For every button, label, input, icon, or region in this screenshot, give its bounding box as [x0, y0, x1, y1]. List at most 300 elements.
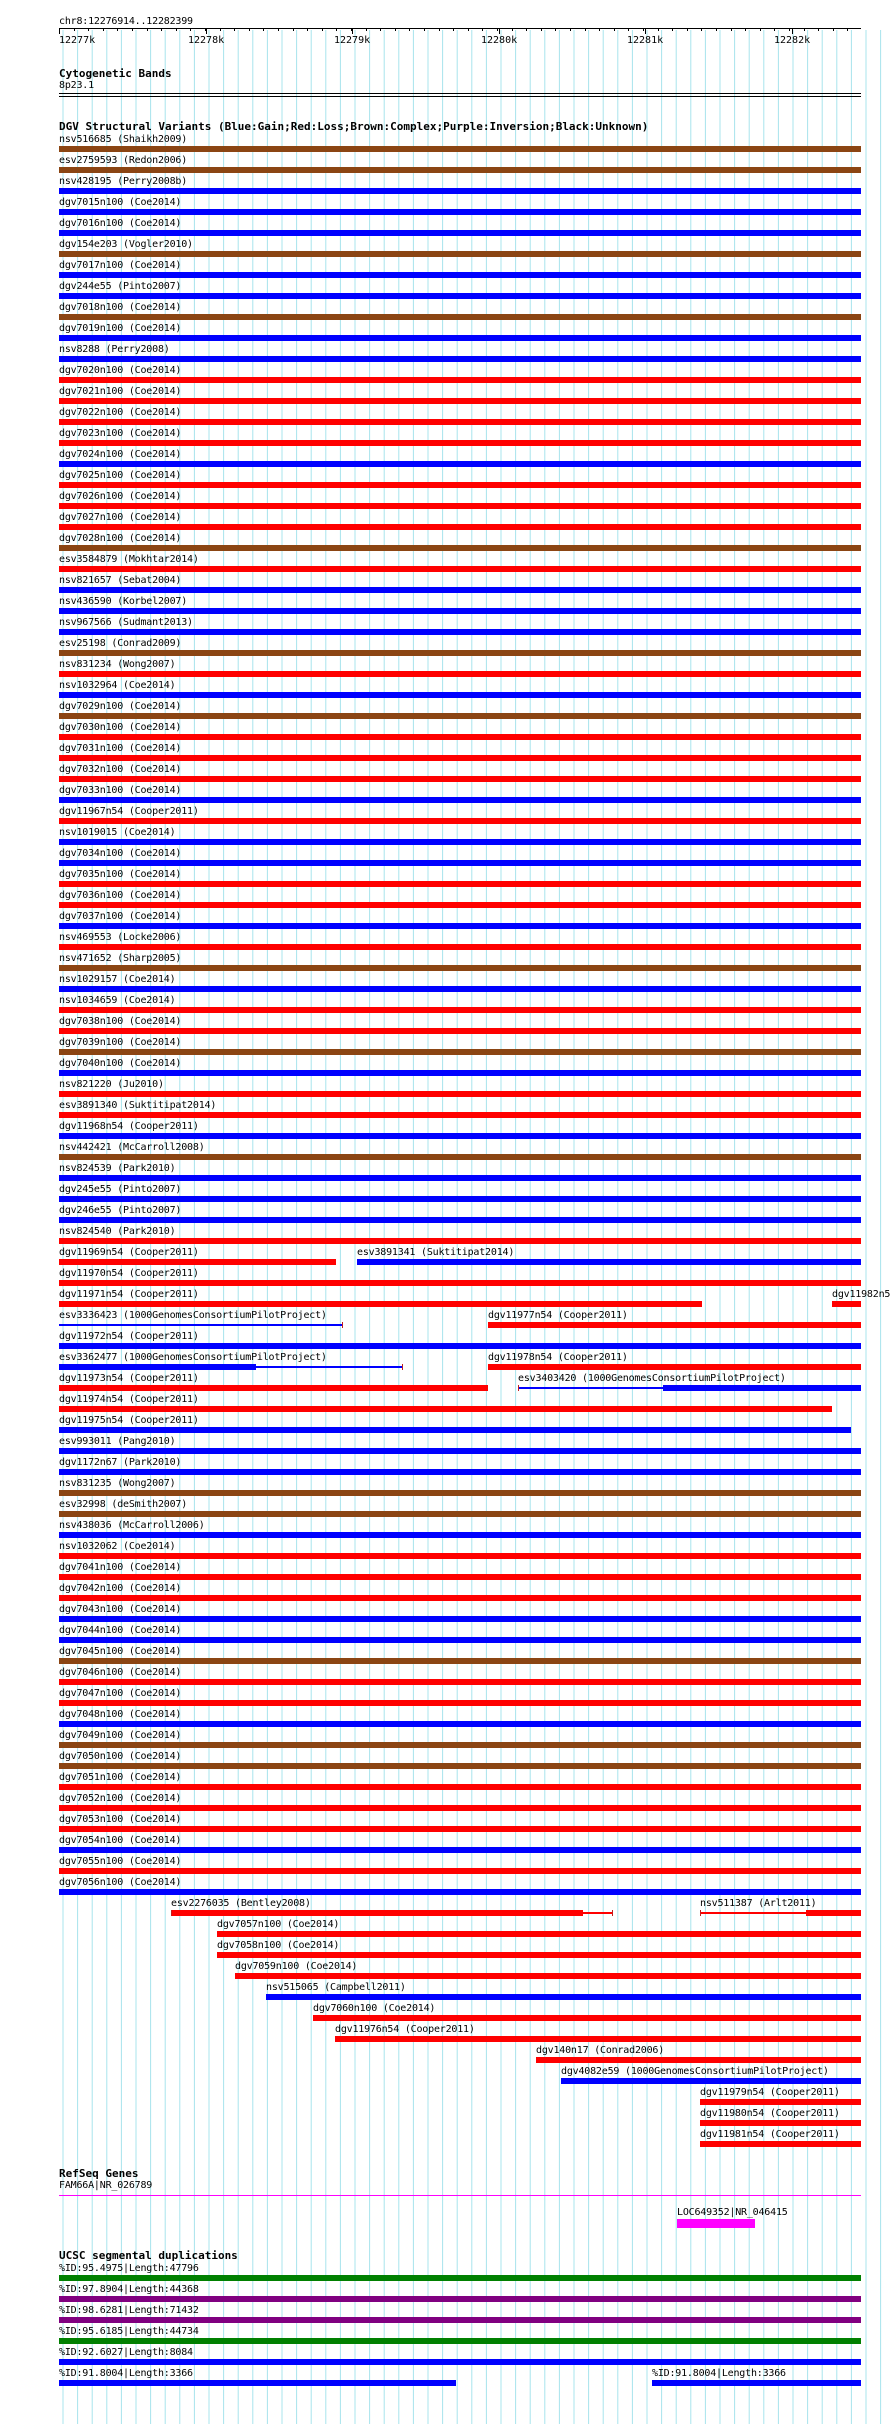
sv-label[interactable]: dgv7016n100 (Coe2014): [59, 218, 182, 229]
sv-bar[interactable]: [59, 1511, 861, 1517]
sv-label[interactable]: nsv1029157 (Coe2014): [59, 974, 176, 985]
ruler-minor-tick: [366, 28, 367, 31]
sv-bar[interactable]: [59, 1469, 861, 1475]
refseq-gene-bar[interactable]: [677, 2219, 755, 2228]
sv-label[interactable]: dgv11977n54 (Cooper2011): [488, 1310, 628, 1321]
sv-bar[interactable]: [59, 209, 861, 215]
sv-bar[interactable]: [59, 797, 861, 803]
sv-bar[interactable]: [700, 2099, 861, 2105]
ruler-minor-tick: [409, 28, 410, 31]
sv-bar[interactable]: [59, 1133, 861, 1139]
sv-bar[interactable]: [59, 188, 861, 194]
breakpoint-tick: [518, 1385, 519, 1391]
sv-label[interactable]: dgv11982n5: [832, 1289, 890, 1300]
ruler-minor-tick: [249, 28, 250, 31]
sv-bar-thin[interactable]: [700, 1912, 806, 1914]
sv-label[interactable]: esv32998 (deSmith2007): [59, 1499, 188, 1510]
ruler-tick-label: 12282k: [774, 35, 811, 46]
ruler-minor-tick: [585, 28, 586, 31]
ruler-tick: [645, 28, 646, 34]
sv-label[interactable]: nsv436590 (Korbel2007): [59, 596, 188, 607]
sv-label[interactable]: dgv11978n54 (Cooper2011): [488, 1352, 628, 1363]
sv-bar[interactable]: [59, 1763, 861, 1769]
sv-label[interactable]: dgv11972n54 (Cooper2011): [59, 1331, 199, 1342]
sv-bar[interactable]: [59, 1805, 861, 1811]
ruler-minor-tick: [847, 28, 848, 31]
sv-bar[interactable]: [59, 650, 861, 656]
sv-bar[interactable]: [59, 503, 861, 509]
sv-bar[interactable]: [59, 629, 861, 635]
sv-label[interactable]: esv3891340 (Suktitipat2014): [59, 1100, 217, 1111]
ruler-minor-tick: [833, 28, 834, 31]
segdup-label[interactable]: %ID:98.6281|Length:71432: [59, 2305, 199, 2316]
sv-label[interactable]: esv993011 (Pang2010): [59, 1436, 176, 1447]
sv-bar[interactable]: [59, 1385, 488, 1391]
refseq-gene-label[interactable]: LOC649352|NR_046415: [677, 2207, 788, 2218]
sv-bar[interactable]: [59, 1721, 861, 1727]
sv-label[interactable]: dgv7034n100 (Coe2014): [59, 848, 182, 859]
sv-label[interactable]: dgv7057n100 (Coe2014): [217, 1919, 340, 1930]
ruler-tick: [792, 28, 793, 34]
sv-bar[interactable]: [59, 1847, 861, 1853]
sv-bar[interactable]: [59, 1700, 861, 1706]
ruler-minor-tick: [424, 28, 425, 31]
sv-bar[interactable]: [59, 293, 861, 299]
sv-label[interactable]: dgv7038n100 (Coe2014): [59, 1016, 182, 1027]
sv-label[interactable]: nsv821220 (Ju2010): [59, 1079, 164, 1090]
ruler-tick-label: 12281k: [627, 35, 664, 46]
sv-bar[interactable]: [59, 398, 861, 404]
ruler-tick-label: 12277k: [59, 35, 96, 46]
sv-bar[interactable]: [59, 440, 861, 446]
sv-label[interactable]: dgv7046n100 (Coe2014): [59, 1667, 182, 1678]
sv-bar[interactable]: [59, 1490, 861, 1496]
sv-bar[interactable]: [59, 1007, 861, 1013]
sv-label[interactable]: dgv7019n100 (Coe2014): [59, 323, 182, 334]
segdup-bar[interactable]: [59, 2317, 861, 2323]
sv-bar[interactable]: [832, 1301, 861, 1307]
sv-label[interactable]: nsv442421 (McCarroll2008): [59, 1142, 205, 1153]
sv-bar[interactable]: [59, 1742, 861, 1748]
sv-label[interactable]: dgv7047n100 (Coe2014): [59, 1688, 182, 1699]
sv-label[interactable]: dgv7024n100 (Coe2014): [59, 449, 182, 460]
sv-label[interactable]: dgv7031n100 (Coe2014): [59, 743, 182, 754]
ruler-minor-tick: [322, 28, 323, 31]
segdup-label[interactable]: %ID:91.8004|Length:3366: [652, 2368, 786, 2379]
sv-label[interactable]: nsv1034659 (Coe2014): [59, 995, 176, 1006]
sv-bar[interactable]: [357, 1259, 861, 1265]
sv-label[interactable]: dgv7048n100 (Coe2014): [59, 1709, 182, 1720]
sv-label[interactable]: dgv7044n100 (Coe2014): [59, 1625, 182, 1636]
sv-label[interactable]: dgv7050n100 (Coe2014): [59, 1751, 182, 1762]
ruler-minor-tick: [512, 28, 513, 31]
sv-bar[interactable]: [171, 1910, 583, 1916]
sv-label[interactable]: nsv967566 (Sudmant2013): [59, 617, 193, 628]
sv-bar[interactable]: [59, 1427, 851, 1433]
sv-label[interactable]: dgv7018n100 (Coe2014): [59, 302, 182, 313]
sv-bar[interactable]: [335, 2036, 861, 2042]
sv-bar[interactable]: [59, 587, 861, 593]
sv-label[interactable]: dgv7051n100 (Coe2014): [59, 1772, 182, 1783]
sv-label[interactable]: dgv7056n100 (Coe2014): [59, 1877, 182, 1888]
sv-label[interactable]: nsv469553 (Locke2006): [59, 932, 182, 943]
breakpoint-tick: [171, 1910, 172, 1916]
sv-bar[interactable]: [700, 2120, 861, 2126]
sv-bar[interactable]: [59, 167, 861, 173]
sv-label[interactable]: dgv11980n54 (Cooper2011): [700, 2108, 840, 2119]
ruler-minor-tick: [555, 28, 556, 31]
breakpoint-tick: [612, 1910, 613, 1916]
cytoband-title: Cytogenetic Bands: [59, 67, 172, 80]
ruler-minor-tick: [103, 28, 104, 31]
sv-label[interactable]: nsv824540 (Park2010): [59, 1226, 176, 1237]
sv-bar[interactable]: [313, 2015, 861, 2021]
segdup-bar[interactable]: [59, 2380, 456, 2386]
sv-bar[interactable]: [59, 1364, 256, 1370]
sv-bar[interactable]: [59, 545, 861, 551]
sv-label[interactable]: dgv11974n54 (Cooper2011): [59, 1394, 199, 1405]
sv-bar[interactable]: [59, 881, 861, 887]
ruler-minor-tick: [351, 28, 352, 31]
sv-bar[interactable]: [59, 944, 861, 950]
sv-bar[interactable]: [59, 713, 861, 719]
sv-bar[interactable]: [59, 524, 861, 530]
breakpoint-tick: [342, 1322, 343, 1328]
sv-label[interactable]: dgv7017n100 (Coe2014): [59, 260, 182, 271]
sv-bar[interactable]: [59, 419, 861, 425]
sv-bar[interactable]: [59, 1259, 336, 1265]
segdup-bar[interactable]: [59, 2275, 861, 2281]
sv-label[interactable]: dgv11979n54 (Cooper2011): [700, 2087, 840, 2098]
sv-label[interactable]: dgv11970n54 (Cooper2011): [59, 1268, 199, 1279]
sv-label[interactable]: dgv245e55 (Pinto2007): [59, 1184, 182, 1195]
sv-label[interactable]: dgv7025n100 (Coe2014): [59, 470, 182, 481]
sv-bar[interactable]: [59, 692, 861, 698]
sv-bar[interactable]: [59, 461, 861, 467]
sv-bar[interactable]: [59, 1637, 861, 1643]
ruler-minor-tick: [760, 28, 761, 31]
ruler-minor-tick: [278, 28, 279, 31]
sv-bar[interactable]: [59, 734, 861, 740]
segdup-bar[interactable]: [59, 2338, 861, 2344]
ruler-minor-tick: [220, 28, 221, 31]
sv-label[interactable]: nsv511387 (Arlt2011): [700, 1898, 817, 1909]
sv-label[interactable]: dgv7052n100 (Coe2014): [59, 1793, 182, 1804]
sv-label[interactable]: nsv471652 (Sharp2005): [59, 953, 182, 964]
sv-bar[interactable]: [59, 1448, 861, 1454]
sv-bar[interactable]: [59, 608, 861, 614]
sv-bar[interactable]: [806, 1910, 861, 1916]
sv-bar[interactable]: [59, 965, 861, 971]
ruler-minor-tick: [570, 28, 571, 31]
sv-label[interactable]: dgv7039n100 (Coe2014): [59, 1037, 182, 1048]
sv-bar[interactable]: [59, 566, 861, 572]
segdup-label[interactable]: %ID:95.6185|Length:44734: [59, 2326, 199, 2337]
ruler-minor-tick: [234, 28, 235, 31]
sv-bar[interactable]: [59, 923, 861, 929]
sv-label[interactable]: dgv11971n54 (Cooper2011): [59, 1289, 199, 1300]
sv-bar[interactable]: [59, 1658, 861, 1664]
sv-bar[interactable]: [59, 1154, 861, 1160]
sv-label[interactable]: dgv11967n54 (Cooper2011): [59, 806, 199, 817]
cytoband-line-bottom: [59, 96, 861, 97]
ruler-minor-tick: [307, 28, 308, 31]
ruler-tick-label: 12280k: [481, 35, 518, 46]
sv-bar[interactable]: [59, 1784, 861, 1790]
sv-label[interactable]: esv2759593 (Redon2006): [59, 155, 188, 166]
ruler-minor-tick: [818, 28, 819, 31]
sv-bar[interactable]: [700, 2141, 861, 2147]
ruler-minor-tick: [804, 28, 805, 31]
sv-label[interactable]: dgv7042n100 (Coe2014): [59, 1583, 182, 1594]
sv-bar[interactable]: [59, 230, 861, 236]
sv-label[interactable]: nsv516685 (Shaikh2009): [59, 134, 188, 145]
sv-bar[interactable]: [59, 251, 861, 257]
sv-label[interactable]: esv2276035 (Bentley2008): [171, 1898, 311, 1909]
sv-label[interactable]: dgv7059n100 (Coe2014): [235, 1961, 358, 1972]
sv-bar[interactable]: [59, 1616, 861, 1622]
ruler-tick: [499, 28, 500, 34]
segdup-bar[interactable]: [59, 2296, 861, 2302]
sv-label[interactable]: esv3584879 (Mokhtar2014): [59, 554, 199, 565]
segdups-title: UCSC segmental duplications: [59, 2249, 238, 2262]
sv-label[interactable]: dgv7026n100 (Coe2014): [59, 491, 182, 502]
sv-label[interactable]: esv3403420 (1000GenomesConsortiumPilotProject): [518, 1373, 786, 1384]
sv-bar[interactable]: [59, 1196, 861, 1202]
ruler-minor-tick: [205, 28, 206, 31]
sv-label[interactable]: dgv7035n100 (Coe2014): [59, 869, 182, 880]
sv-bar[interactable]: [59, 755, 861, 761]
sv-label[interactable]: dgv7030n100 (Coe2014): [59, 722, 182, 733]
ruler-minor-tick: [541, 28, 542, 31]
sv-bar[interactable]: [59, 1175, 861, 1181]
sv-label[interactable]: dgv7060n100 (Coe2014): [313, 2003, 436, 2014]
sv-bar[interactable]: [59, 335, 861, 341]
segdup-label[interactable]: %ID:92.6027|Length:8084: [59, 2347, 193, 2358]
sv-label[interactable]: dgv4082e59 (1000GenomesConsortiumPilotProject): [561, 2066, 829, 2077]
sv-bar[interactable]: [59, 1112, 861, 1118]
sv-label[interactable]: dgv140n17 (Conrad2006): [536, 2045, 665, 2056]
segdup-label[interactable]: %ID:97.8904|Length:44368: [59, 2284, 199, 2295]
sv-label[interactable]: dgv11969n54 (Cooper2011): [59, 1247, 199, 1258]
sv-bar[interactable]: [59, 1217, 861, 1223]
sv-bar[interactable]: [59, 1553, 861, 1559]
ruler-tick: [352, 28, 353, 34]
sv-bar[interactable]: [59, 1595, 861, 1601]
ruler-minor-tick: [468, 28, 469, 31]
cytoband-line-top: [59, 93, 861, 94]
chromosome-position: chr8:12276914..12282399: [59, 16, 193, 27]
segdup-bar[interactable]: [652, 2380, 861, 2386]
ruler-tick: [206, 28, 207, 34]
sv-bar[interactable]: [59, 482, 861, 488]
refseq-title: RefSeq Genes: [59, 2167, 139, 2180]
sv-label[interactable]: nsv428195 (Perry2008b): [59, 176, 188, 187]
ruler-minor-tick: [701, 28, 702, 31]
ruler-minor-tick: [453, 28, 454, 31]
refseq-gene-label[interactable]: FAM66A|NR_026789: [59, 2180, 153, 2191]
sv-label[interactable]: dgv7054n100 (Coe2014): [59, 1835, 182, 1846]
sv-label[interactable]: dgv7032n100 (Coe2014): [59, 764, 182, 775]
sv-label[interactable]: dgv7053n100 (Coe2014): [59, 1814, 182, 1825]
sv-label[interactable]: nsv8288 (Perry2008): [59, 344, 170, 355]
ruler-minor-tick: [336, 28, 337, 31]
sv-bar[interactable]: [59, 1343, 861, 1349]
sv-label[interactable]: esv3891341 (Suktitipat2014): [357, 1247, 515, 1258]
ruler-minor-tick: [658, 28, 659, 31]
ruler-minor-tick: [176, 28, 177, 31]
ruler-minor-tick: [190, 28, 191, 31]
cytoband-label: 8p23.1: [59, 80, 94, 91]
sv-bar[interactable]: [266, 1994, 861, 2000]
sv-bar[interactable]: [59, 776, 861, 782]
sv-label[interactable]: dgv7027n100 (Coe2014): [59, 512, 182, 523]
ruler-minor-tick: [599, 28, 600, 31]
sv-bar[interactable]: [59, 1028, 861, 1034]
sv-bar[interactable]: [59, 1280, 861, 1286]
sv-label[interactable]: dgv7029n100 (Coe2014): [59, 701, 182, 712]
sv-bar[interactable]: [59, 356, 861, 362]
sv-bar[interactable]: [59, 1238, 861, 1244]
sv-bar[interactable]: [59, 377, 861, 383]
sv-bar[interactable]: [59, 1889, 861, 1895]
sv-bar[interactable]: [235, 1973, 861, 1979]
sv-bar[interactable]: [217, 1931, 861, 1937]
sv-bar[interactable]: [59, 1301, 702, 1307]
sv-bar[interactable]: [217, 1952, 861, 1958]
ruler-minor-tick: [380, 28, 381, 31]
sv-bar-thin[interactable]: [583, 1912, 612, 1914]
sv-bar[interactable]: [59, 818, 861, 824]
sv-label[interactable]: dgv7043n100 (Coe2014): [59, 1604, 182, 1615]
sv-bar[interactable]: [59, 860, 861, 866]
sv-bar[interactable]: [59, 146, 861, 152]
ruler-minor-tick: [147, 28, 148, 31]
sv-bar[interactable]: [536, 2057, 861, 2063]
ruler-minor-tick: [88, 28, 89, 31]
sv-bar[interactable]: [59, 1826, 861, 1832]
sv-label[interactable]: dgv7021n100 (Coe2014): [59, 386, 182, 397]
sv-label[interactable]: nsv515065 (Campbell2011): [266, 1982, 406, 1993]
sv-bar[interactable]: [561, 2078, 861, 2084]
sv-bar[interactable]: [59, 671, 861, 677]
sv-label[interactable]: nsv831234 (Wong2007): [59, 659, 176, 670]
ruler-minor-tick: [716, 28, 717, 31]
ruler-minor-tick: [161, 28, 162, 31]
sv-bar[interactable]: [59, 1679, 861, 1685]
sv-bar[interactable]: [59, 902, 861, 908]
sv-label[interactable]: esv3362477 (1000GenomesConsortiumPilotProject): [59, 1352, 327, 1363]
dgv-title: DGV Structural Variants (Blue:Gain;Red:Loss;Brown:Complex;Purple:Inversion;Black:Unknown): [59, 120, 649, 133]
sv-label[interactable]: dgv246e55 (Pinto2007): [59, 1205, 182, 1216]
sv-label[interactable]: dgv7055n100 (Coe2014): [59, 1856, 182, 1867]
sv-bar[interactable]: [59, 1049, 861, 1055]
sv-bar[interactable]: [59, 1091, 861, 1097]
sv-bar[interactable]: [59, 272, 861, 278]
sv-bar[interactable]: [59, 986, 861, 992]
ruler-minor-tick: [439, 28, 440, 31]
sv-label[interactable]: nsv1019015 (Coe2014): [59, 827, 176, 838]
segdup-label[interactable]: %ID:91.8004|Length:3366: [59, 2368, 193, 2379]
sv-label[interactable]: dgv11968n54 (Cooper2011): [59, 1121, 199, 1132]
sv-label[interactable]: nsv821657 (Sebat2004): [59, 575, 182, 586]
ruler-minor-tick: [74, 28, 75, 31]
segdup-label[interactable]: %ID:95.4975|Length:47796: [59, 2263, 199, 2274]
ruler-tick-label: 12278k: [188, 35, 225, 46]
sv-bar[interactable]: [59, 1406, 832, 1412]
sv-label[interactable]: nsv1032964 (Coe2014): [59, 680, 176, 691]
sv-label[interactable]: esv3336423 (1000GenomesConsortiumPilotProject): [59, 1310, 327, 1321]
sv-label[interactable]: dgv7045n100 (Coe2014): [59, 1646, 182, 1657]
sv-bar[interactable]: [488, 1322, 861, 1328]
sv-bar[interactable]: [59, 839, 861, 845]
sv-label[interactable]: dgv7037n100 (Coe2014): [59, 911, 182, 922]
ruler-minor-tick: [263, 28, 264, 31]
sv-label[interactable]: nsv831235 (Wong2007): [59, 1478, 176, 1489]
ruler-minor-tick: [687, 28, 688, 31]
sv-bar-thin[interactable]: [518, 1387, 663, 1389]
sv-label[interactable]: dgv7033n100 (Coe2014): [59, 785, 182, 796]
ruler-axis: [59, 28, 861, 29]
ruler-minor-tick: [745, 28, 746, 31]
ruler-minor-tick: [59, 28, 60, 31]
sv-bar[interactable]: [59, 1532, 861, 1538]
sv-label[interactable]: dgv7028n100 (Coe2014): [59, 533, 182, 544]
sv-bar[interactable]: [59, 1574, 861, 1580]
sv-label[interactable]: dgv1172n67 (Park2010): [59, 1457, 182, 1468]
sv-label[interactable]: nsv438036 (McCarroll2006): [59, 1520, 205, 1531]
sv-bar[interactable]: [59, 1324, 342, 1326]
breakpoint-tick: [402, 1364, 403, 1370]
ruler-minor-tick: [672, 28, 673, 31]
sv-label[interactable]: esv25198 (Conrad2009): [59, 638, 182, 649]
sv-label[interactable]: dgv7023n100 (Coe2014): [59, 428, 182, 439]
ruler-minor-tick: [774, 28, 775, 31]
segdup-bar[interactable]: [59, 2359, 861, 2365]
sv-label[interactable]: dgv7020n100 (Coe2014): [59, 365, 182, 376]
sv-label[interactable]: dgv11976n54 (Cooper2011): [335, 2024, 475, 2035]
ruler-minor-tick: [731, 28, 732, 31]
sv-label[interactable]: nsv824539 (Park2010): [59, 1163, 176, 1174]
sv-label[interactable]: dgv7049n100 (Coe2014): [59, 1730, 182, 1741]
sv-bar[interactable]: [663, 1385, 861, 1391]
sv-label[interactable]: dgv7058n100 (Coe2014): [217, 1940, 340, 1951]
ruler-minor-tick: [132, 28, 133, 31]
sv-bar-thin[interactable]: [256, 1366, 402, 1368]
sv-label[interactable]: dgv154e203 (Vogler2010): [59, 239, 193, 250]
ruler-minor-tick: [293, 28, 294, 31]
sv-label[interactable]: dgv7036n100 (Coe2014): [59, 890, 182, 901]
refseq-gene-line[interactable]: [59, 2195, 861, 2196]
sv-bar[interactable]: [488, 1364, 861, 1370]
ruler-minor-tick: [789, 28, 790, 31]
ruler-minor-tick: [395, 28, 396, 31]
sv-bar[interactable]: [59, 1070, 861, 1076]
sv-bar[interactable]: [59, 1868, 861, 1874]
sv-label[interactable]: dgv7015n100 (Coe2014): [59, 197, 182, 208]
sv-label[interactable]: dgv11981n54 (Cooper2011): [700, 2129, 840, 2140]
ruler-tick-label: 12279k: [334, 35, 371, 46]
sv-label[interactable]: dgv11973n54 (Cooper2011): [59, 1373, 199, 1384]
sv-label[interactable]: dgv7022n100 (Coe2014): [59, 407, 182, 418]
sv-label[interactable]: dgv7040n100 (Coe2014): [59, 1058, 182, 1069]
sv-bar[interactable]: [59, 314, 861, 320]
ruler-minor-tick: [643, 28, 644, 31]
sv-label[interactable]: dgv7041n100 (Coe2014): [59, 1562, 182, 1573]
sv-label[interactable]: dgv11975n54 (Cooper2011): [59, 1415, 199, 1426]
sv-label[interactable]: nsv1032062 (Coe2014): [59, 1541, 176, 1552]
sv-label[interactable]: dgv244e55 (Pinto2007): [59, 281, 182, 292]
